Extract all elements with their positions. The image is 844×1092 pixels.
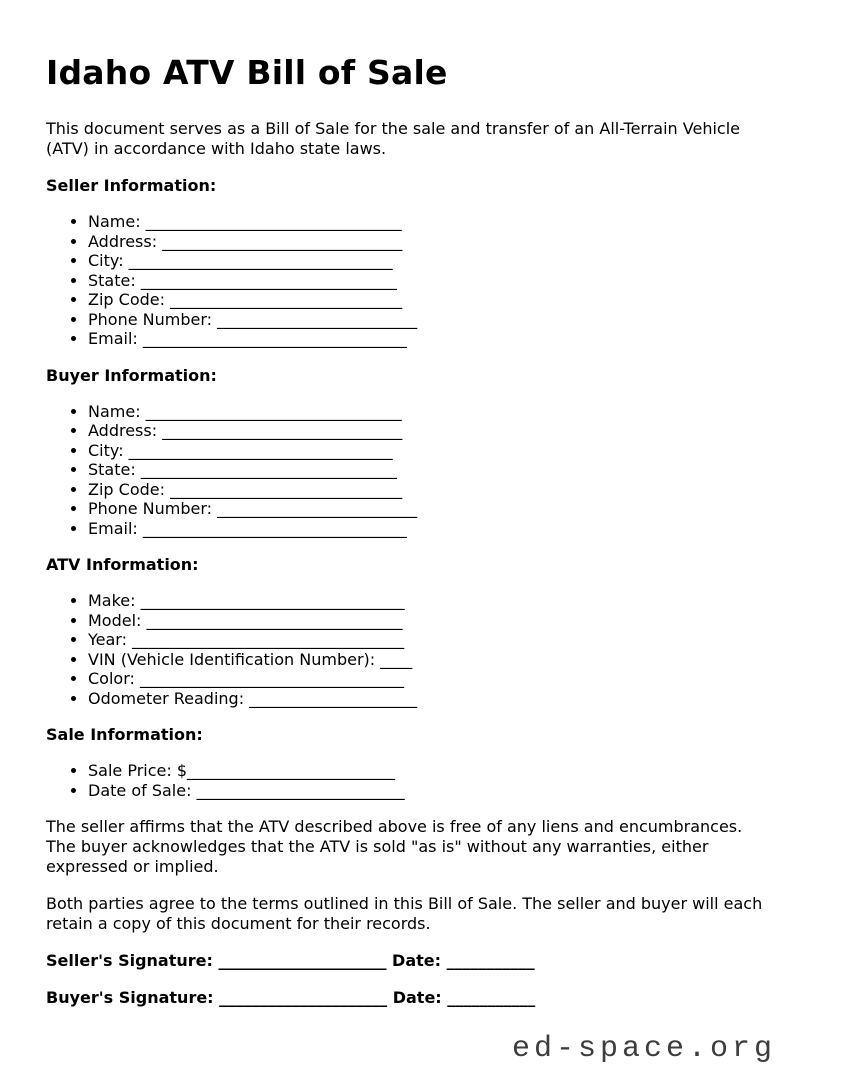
field-seller-zip: • Zip Code: _____________________________: [88, 290, 798, 310]
affirmation-line: The buyer acknowledges that the ATV is sold "as is" without any warranties, either: [46, 837, 709, 856]
section-heading-seller: Seller Information:: [46, 176, 217, 195]
buyer-info-list: [46, 402, 798, 539]
section-heading-sale: Sale Information:: [46, 725, 203, 744]
field-atv-year: • Year: __________________________________: [88, 630, 798, 650]
atv-info-list: [46, 591, 798, 708]
affirmation-paragraph: [46, 817, 798, 877]
seller-signature-row: Seller's Signature: _____________________ Date: ___________: [46, 951, 535, 970]
sale-info-list: [46, 761, 798, 800]
field-sale-date: • Date of Sale: __________________________: [88, 781, 798, 801]
field-atv-odometer: • Odometer Reading: _____________________: [88, 689, 798, 709]
field-seller-state: • State: ________________________________: [88, 271, 798, 291]
intro-line: This document serves as a Bill of Sale for the sale and transfer of an All-Terrain Vehicle: [46, 119, 740, 138]
field-buyer-phone: • Phone Number: _________________________: [88, 499, 798, 519]
section-heading-buyer: Buyer Information:: [46, 365, 217, 385]
field-atv-vin: • VIN (Vehicle Identification Number): ____: [88, 650, 798, 670]
footer-watermark: ed-space.org: [511, 1032, 776, 1066]
document-title: Idaho ATV Bill of Sale: [46, 53, 448, 92]
field-seller-city: • City: _________________________________: [88, 251, 798, 271]
intro-line: (ATV) in accordance with Idaho state laws.: [46, 139, 387, 158]
section-heading-atv: ATV Information:: [46, 555, 199, 574]
field-seller-phone: • Phone Number: _________________________: [88, 310, 798, 330]
field-buyer-address: • Address: ______________________________: [88, 421, 798, 441]
field-buyer-zip: • Zip Code: _____________________________: [88, 480, 798, 500]
agreement-line: retain a copy of this document for their records.: [46, 914, 431, 933]
field-buyer-email: • Email: _________________________________: [88, 519, 798, 539]
affirmation-line: expressed or implied.: [46, 857, 219, 876]
intro-paragraph: [46, 119, 798, 159]
field-seller-address: • Address: ______________________________: [88, 232, 798, 252]
field-seller-email: • Email: _________________________________: [88, 329, 798, 349]
field-buyer-city: • City: _________________________________: [88, 441, 798, 461]
seller-info-list: [46, 212, 798, 349]
buyer-signature-row: Buyer's Signature: _____________________ Date: ___________: [46, 988, 536, 1007]
affirmation-line: The seller affirms that the ATV described above is free of any liens and encumbrances.: [46, 817, 743, 836]
field-atv-model: • Model: ________________________________: [88, 611, 798, 631]
field-atv-make: • Make: _________________________________: [88, 591, 798, 611]
field-sale-price: • Sale Price: $__________________________: [88, 761, 798, 781]
field-buyer-name: • Name: ________________________________: [88, 402, 798, 422]
agreement-paragraph: [46, 894, 798, 934]
field-buyer-state: • State: ________________________________: [88, 460, 798, 480]
field-seller-name: • Name: ________________________________: [88, 212, 798, 232]
agreement-line: Both parties agree to the terms outlined in this Bill of Sale. The seller and buyer will each: [46, 894, 763, 913]
field-atv-color: • Color: _________________________________: [88, 669, 798, 689]
